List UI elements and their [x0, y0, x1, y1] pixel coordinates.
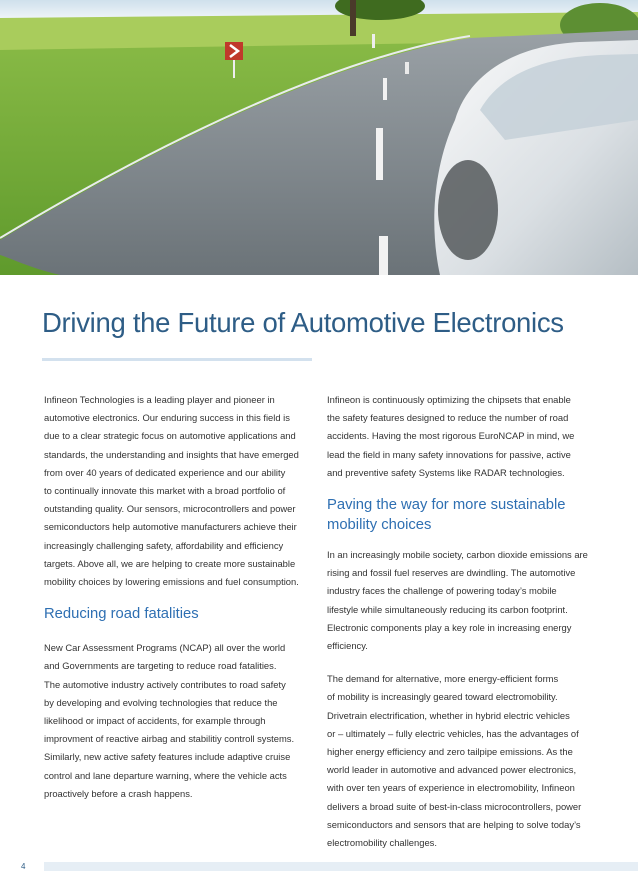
- text-line: New Car Assessment Programs (NCAP) all over the world: [44, 642, 286, 654]
- text-line: semiconductors and sensors that are helping to solve today’s: [327, 818, 581, 830]
- text-line: industry faces the challenge of powering today’s mobile: [327, 585, 557, 597]
- text-line: due to a clear strategic focus on automotive applications and: [44, 430, 296, 442]
- section-heading-road-fatalities: Reducing road fatalities: [44, 606, 199, 623]
- text-line: control and lane departure warning, where the vehicle acts: [44, 769, 287, 781]
- text-line: The demand for alternative, more energy-efficient forms: [327, 673, 559, 685]
- electromobility-paragraph: [327, 670, 597, 852]
- text-line: of mobility is increasingly geared toward electromobility.: [327, 691, 558, 703]
- road-car-illustration: [0, 0, 638, 275]
- emissions-paragraph: [327, 546, 597, 655]
- text-line: semiconductors help automotive manufacturers achieve their: [44, 521, 297, 533]
- heading-line: mobility choices: [327, 517, 432, 534]
- hero-photo: [0, 0, 638, 275]
- text-line: automotive electronics. Our enduring success in this field is: [44, 412, 290, 424]
- text-line: from over 40 years of dedicated experience and our ability: [44, 466, 286, 478]
- text-line: proactively before a crash happens.: [44, 787, 193, 799]
- text-line: The automotive industry actively contributes to road safety: [44, 678, 286, 690]
- footer-bar: [44, 862, 638, 871]
- heading-line: Paving the way for more sustainable: [327, 497, 566, 514]
- text-line: lifestyle while simultaneously reducing its carbon footprint.: [327, 603, 568, 615]
- text-line: Electronic components play a key role in increasing energy: [327, 621, 572, 633]
- text-line: lead the field in many safety innovations for passive, active: [327, 448, 571, 460]
- text-line: efficiency.: [327, 640, 368, 652]
- text-line: increasingly challenging safety, affordability and efficiency: [44, 539, 284, 551]
- text-line: Infineon is continuously optimizing the chipsets that enable: [327, 394, 571, 405]
- text-line: electromobility challenges.: [327, 837, 437, 849]
- left-column: [44, 391, 314, 803]
- safety-paragraph: [327, 391, 597, 482]
- text-line: world leader in automotive and advanced power electronics,: [327, 764, 577, 776]
- text-line: improvment of reactive airbag and stabilitiy controll systems.: [44, 733, 295, 745]
- title-divider: [42, 358, 312, 361]
- text-line: Similarly, new active safety features include adaptive cruise: [44, 751, 291, 763]
- text-line: likelihood or impact of accidents, for example through: [44, 715, 266, 727]
- text-line: with over ten years of experience in electromobility, Infineon: [327, 782, 575, 794]
- text-line: and preventive safety Systems like RADAR technologies.: [327, 466, 565, 478]
- text-line: or – ultimately – fully electric vehicles, has the advantages of: [327, 727, 579, 739]
- text-line: Infineon Technologies is a leading player and pioneer in: [44, 394, 275, 405]
- page-title: Driving the Future of Automotive Electronics: [42, 307, 564, 338]
- right-column: [327, 391, 597, 852]
- text-line: standards, the understanding and insights that have emerged: [44, 448, 299, 460]
- text-line: mobility choices by lowering emissions and fuel consumption.: [44, 576, 299, 588]
- section-heading-sustainable-mobility: [327, 495, 597, 535]
- text-line: Drivetrain electrification, whether in hybrid electric vehicles: [327, 709, 570, 721]
- paragraph-gap: [327, 655, 597, 670]
- text-line: accidents. Having the most rigorous EuroNCAP in mind, we: [327, 430, 575, 442]
- text-line: In an increasingly mobile society, carbon dioxide emissions are: [327, 549, 588, 561]
- intro-paragraph: [44, 391, 314, 591]
- road-fatalities-paragraph: [44, 639, 314, 803]
- text-line: delivers a broad suite of best-in-class microcontrollers, power: [327, 800, 582, 812]
- text-line: higher energy efficiency and zero tailpipe emissions. As the: [327, 746, 573, 758]
- text-line: the safety features designed to reduce the number of road: [327, 412, 569, 424]
- text-line: and Governments are targeting to reduce road fatalities.: [44, 660, 277, 672]
- page-number: 4: [21, 862, 26, 871]
- text-line: by developing and evolving technologies that reduce the: [44, 696, 278, 708]
- text-line: rising and fossil fuel reserves are dwindling. The automotive: [327, 567, 576, 579]
- text-line: to continually innovate this market with a broad portfolio of: [44, 485, 286, 497]
- text-line: outstanding quality. Our sensors, microcontrollers and power: [44, 503, 296, 515]
- text-line: targets. Above all, we are helping to create more sustainable: [44, 557, 296, 569]
